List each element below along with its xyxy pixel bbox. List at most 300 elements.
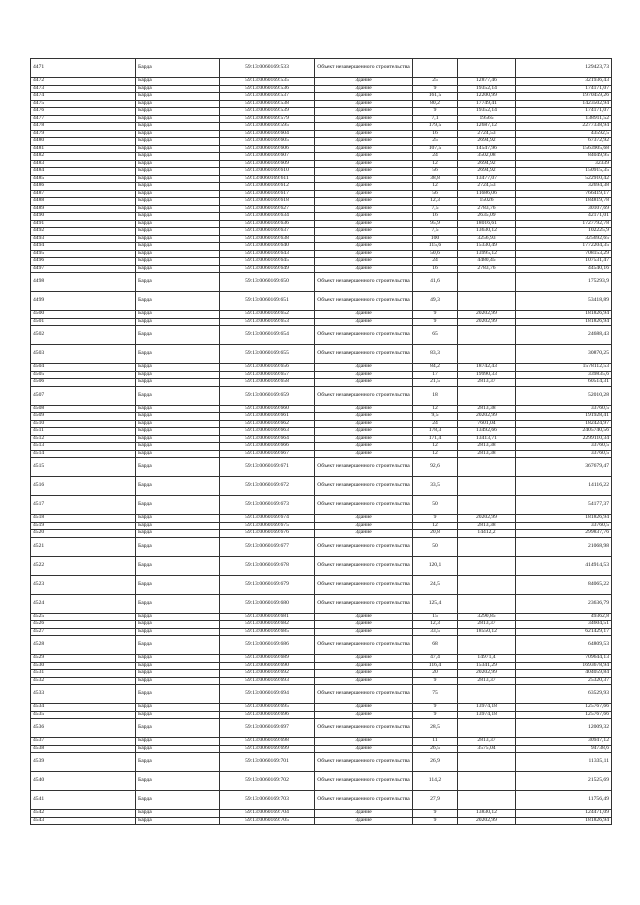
cadastral-number-cell: 59:13:0060169:696: [220, 711, 315, 719]
table-row: [31, 420, 612, 428]
object-type-cell: Здание: [315, 123, 413, 131]
cadastral-number-cell: 59:13:0060169:689: [220, 655, 315, 663]
table-row: [31, 772, 612, 791]
row-number-cell: 4475: [31, 100, 136, 108]
cadastral-value-cell: 181826,94: [516, 817, 612, 825]
cadastral-value-per-unit-cell: 14412,2: [458, 530, 516, 538]
area-cell: 17: [413, 371, 458, 379]
table-row: [31, 628, 612, 636]
object-type-cell: Здание: [315, 662, 413, 670]
locality-cell: Барда: [136, 220, 220, 228]
object-type-cell: Здание: [315, 145, 413, 153]
locality-cell: Барда: [136, 704, 220, 712]
cadastral-number-cell: 59:13:0060169:705: [220, 817, 315, 825]
cadastral-value-per-unit-cell: 12687,12: [458, 123, 516, 131]
locality-cell: Барда: [136, 190, 220, 198]
cadastral-value-cell: 1578112,53: [516, 364, 612, 372]
cadastral-value-cell: 150915,35: [516, 168, 612, 176]
area-cell: 115,6: [413, 243, 458, 251]
cadastral-value-per-unit-cell: 18742,43: [458, 364, 516, 372]
table-row: [31, 704, 612, 712]
table-row: [31, 220, 612, 228]
cadastral-value-per-unit-cell: [458, 753, 516, 772]
object-type-cell: Здание: [315, 168, 413, 176]
cadastral-number-cell: 59:13:0060169:673: [220, 496, 315, 515]
cadastral-value-per-unit-cell: [458, 556, 516, 575]
table-row: [31, 85, 612, 93]
object-type-cell: Здание: [315, 613, 413, 621]
cadastral-value-per-unit-cell: [458, 575, 516, 594]
cadastral-value-cell: 32339: [516, 160, 612, 168]
table-row: [31, 685, 612, 704]
cadastral-value-per-unit-cell: 2635,09: [458, 213, 516, 221]
row-number-cell: 4517: [31, 496, 136, 515]
object-type-cell: Здание: [315, 198, 413, 206]
locality-cell: Барда: [136, 183, 220, 191]
cadastral-value-per-unit-cell: 13492,66: [458, 428, 516, 436]
table-row: [31, 515, 612, 523]
cadastral-value-cell: 184819,78: [516, 198, 612, 206]
cadastral-value-per-unit-cell: [458, 719, 516, 738]
cadastral-number-cell: 59:13:0060169:535: [220, 78, 315, 86]
row-number-cell: 4488: [31, 198, 136, 206]
row-number-cell: 4542: [31, 810, 136, 818]
object-type-cell: Здание: [315, 379, 413, 387]
table-row: [31, 123, 612, 131]
cadastral-number-cell: 59:13:0060169:701: [220, 753, 315, 772]
object-type-cell: Здание: [315, 250, 413, 258]
object-type-cell: Здание: [315, 235, 413, 243]
cadastral-value-cell: 30107,69: [516, 205, 612, 213]
object-type-cell: Здание: [315, 205, 413, 213]
cadastral-value-cell: 325692,65: [516, 235, 612, 243]
row-number-cell: 4491: [31, 220, 136, 228]
area-cell: 15: [413, 613, 458, 621]
cadastral-value-cell: 43592,5: [516, 130, 612, 138]
cadastral-value-per-unit-cell: 2694,92: [458, 138, 516, 146]
table-row: [31, 345, 612, 364]
cadastral-value-per-unit-cell: 13477,07: [458, 175, 516, 183]
cadastral-number-cell: 59:13:0060169:678: [220, 556, 315, 575]
table-row: [31, 235, 612, 243]
locality-cell: Барда: [136, 670, 220, 678]
area-cell: 24,5: [413, 575, 458, 594]
table-row: [31, 311, 612, 319]
cadastral-value-per-unit-cell: [458, 636, 516, 655]
row-number-cell: 4476: [31, 108, 136, 116]
table-row: [31, 198, 612, 206]
locality-cell: Барда: [136, 420, 220, 428]
cadastral-number-cell: 59:13:0060169:698: [220, 738, 315, 746]
area-cell: 47,4: [413, 655, 458, 663]
locality-cell: Барда: [136, 719, 220, 738]
row-number-cell: 4505: [31, 371, 136, 379]
cadastral-number-cell: 59:13:0060169:618: [220, 198, 315, 206]
locality-cell: Барда: [136, 108, 220, 116]
cadastral-number-cell: 59:13:0060169:686: [220, 636, 315, 655]
cadastral-value-cell: 84049,95: [516, 153, 612, 161]
cadastral-number-cell: 59:13:0060169:671: [220, 458, 315, 477]
locality-cell: Барда: [136, 496, 220, 515]
cadastral-number-cell: 59:13:0060169:533: [220, 59, 315, 78]
cadastral-value-cell: 182424,97: [516, 420, 612, 428]
area-cell: 25: [413, 78, 458, 86]
row-number-cell: 4500: [31, 311, 136, 319]
cadastral-value-per-unit-cell: 2813,38: [458, 405, 516, 413]
cadastral-number-cell: 59:13:0060169:645: [220, 258, 315, 266]
table-row: [31, 292, 612, 311]
cadastral-value-per-unit-cell: 20202,99: [458, 413, 516, 421]
area-cell: 12: [413, 443, 458, 451]
locality-cell: Барда: [136, 292, 220, 311]
cadastral-value-cell: 191928,41: [516, 413, 612, 421]
table-row: [31, 183, 612, 191]
cadastral-value-per-unit-cell: [458, 496, 516, 515]
table-row: [31, 160, 612, 168]
area-cell: 12: [413, 450, 458, 458]
locality-cell: Барда: [136, 379, 220, 387]
object-type-cell: Здание: [315, 435, 413, 443]
cadastral-value-cell: 1970459,26: [516, 93, 612, 101]
object-type-cell: Здание: [315, 522, 413, 530]
cadastral-number-cell: 59:13:0060169:611: [220, 175, 315, 183]
cadastral-value-per-unit-cell: [458, 326, 516, 345]
cadastral-number-cell: 59:13:0060169:637: [220, 228, 315, 236]
object-type-cell: Объект незавершенного строительства: [315, 292, 413, 311]
cadastral-number-cell: 59:13:0060169:636: [220, 220, 315, 228]
object-type-cell: Здание: [315, 413, 413, 421]
cadastral-number-cell: 59:13:0060169:539: [220, 108, 315, 116]
locality-cell: Барда: [136, 213, 220, 221]
locality-cell: Барда: [136, 100, 220, 108]
cadastral-value-cell: 11335,11: [516, 753, 612, 772]
object-type-cell: Здание: [315, 265, 413, 273]
object-type-cell: Здание: [315, 130, 413, 138]
object-type-cell: Объект незавершенного строительства: [315, 556, 413, 575]
area-cell: 100: [413, 235, 458, 243]
cadastral-number-cell: 59:13:0060169:538: [220, 100, 315, 108]
cadastral-value-per-unit-cell: 2724,53: [458, 130, 516, 138]
locality-cell: Барда: [136, 522, 220, 530]
locality-cell: Барда: [136, 235, 220, 243]
object-type-cell: Здание: [315, 220, 413, 228]
cadastral-value-per-unit-cell: 2813,37: [458, 621, 516, 629]
locality-cell: Барда: [136, 311, 220, 319]
object-type-cell: Объект незавершенного строительства: [315, 537, 413, 556]
cadastral-value-cell: 367679,47: [516, 458, 612, 477]
row-number-cell: 4524: [31, 594, 136, 613]
locality-cell: Барда: [136, 413, 220, 421]
cadastral-number-cell: 59:13:0060169:627: [220, 205, 315, 213]
row-number-cell: 4477: [31, 115, 136, 123]
cadastral-value-per-unit-cell: 20202,99: [458, 670, 516, 678]
cadastral-number-cell: 59:13:0060169:654: [220, 326, 315, 345]
cadastral-number-cell: 59:13:0060169:607: [220, 153, 315, 161]
cadastral-value-cell: 1727792,78: [516, 220, 612, 228]
object-type-cell: Здание: [315, 711, 413, 719]
cadastral-value-per-unit-cell: 2724,53: [458, 183, 516, 191]
cadastral-value-cell: 102225,9: [516, 228, 612, 236]
locality-cell: Барда: [136, 326, 220, 345]
area-cell: 18: [413, 386, 458, 405]
area-cell: 12: [413, 160, 458, 168]
cadastral-value-cell: 1693678,94: [516, 662, 612, 670]
locality-cell: Барда: [136, 711, 220, 719]
cadastral-value-cell: 709644,13: [516, 655, 612, 663]
locality-cell: Барда: [136, 364, 220, 372]
cadastral-value-cell: 14116,22: [516, 477, 612, 496]
cadastral-number-cell: 59:13:0060169:595: [220, 123, 315, 131]
locality-cell: Барда: [136, 175, 220, 183]
table-row: [31, 575, 612, 594]
row-number-cell: 4540: [31, 772, 136, 791]
row-number-cell: 4526: [31, 621, 136, 629]
cadastral-value-per-unit-cell: 14971,4: [458, 655, 516, 663]
area-cell: 84,2: [413, 364, 458, 372]
locality-cell: Барда: [136, 753, 220, 772]
table-row: [31, 243, 612, 251]
object-type-cell: Объект незавершенного строительства: [315, 685, 413, 704]
table-row: [31, 168, 612, 176]
locality-cell: Барда: [136, 123, 220, 131]
cadastral-value-cell: 30870,25: [516, 345, 612, 364]
locality-cell: Барда: [136, 477, 220, 496]
locality-cell: Барда: [136, 405, 220, 413]
table-row: [31, 318, 612, 326]
table-row: [31, 496, 612, 515]
area-cell: 9: [413, 311, 458, 319]
object-type-cell: Здание: [315, 405, 413, 413]
cadastral-number-cell: 59:13:0060169:677: [220, 537, 315, 556]
area-cell: 56: [413, 168, 458, 176]
object-type-cell: Здание: [315, 183, 413, 191]
row-number-cell: 4527: [31, 628, 136, 636]
cadastral-number-cell: 59:13:0060169:674: [220, 515, 315, 523]
locality-cell: Барда: [136, 745, 220, 753]
locality-cell: Барда: [136, 458, 220, 477]
table-row: [31, 719, 612, 738]
cadastral-number-cell: 59:13:0060169:649: [220, 265, 315, 273]
cadastral-value-cell: 67372,92: [516, 138, 612, 146]
table-row: [31, 745, 612, 753]
locality-cell: Барда: [136, 621, 220, 629]
row-number-cell: 4489: [31, 205, 136, 213]
locality-cell: Барда: [136, 85, 220, 93]
row-number-cell: 4492: [31, 228, 136, 236]
row-number-cell: 4541: [31, 791, 136, 810]
table-row: [31, 213, 612, 221]
area-cell: 12,3: [413, 198, 458, 206]
cadastral-value-per-unit-cell: 2813,38: [458, 522, 516, 530]
row-number-cell: 4487: [31, 190, 136, 198]
locality-cell: Барда: [136, 160, 220, 168]
locality-cell: Барда: [136, 228, 220, 236]
object-type-cell: Здание: [315, 817, 413, 825]
object-type-cell: Здание: [315, 443, 413, 451]
row-number-cell: 4501: [31, 318, 136, 326]
area-cell: 50: [413, 537, 458, 556]
area-cell: 25: [413, 138, 458, 146]
cadastral-value-cell: 766419,17: [516, 190, 612, 198]
row-number-cell: 4518: [31, 515, 136, 523]
row-number-cell: 4496: [31, 258, 136, 266]
cadastral-number-cell: 59:13:0060169:659: [220, 386, 315, 405]
cadastral-value-per-unit-cell: 2813,37: [458, 677, 516, 685]
cadastral-number-cell: 59:13:0060169:606: [220, 145, 315, 153]
cadastral-number-cell: 59:13:0060169:579: [220, 115, 315, 123]
cadastral-value-cell: 708153,29: [516, 250, 612, 258]
cadastral-value-per-unit-cell: 2813,37: [458, 738, 516, 746]
cadastral-value-per-unit-cell: 13974,18: [458, 704, 516, 712]
locality-cell: Барда: [136, 537, 220, 556]
cadastral-value-per-unit-cell: [458, 685, 516, 704]
table-row: [31, 405, 612, 413]
cadastral-value-cell: 175293,9: [516, 273, 612, 292]
cadastral-number-cell: 59:13:0060169:697: [220, 719, 315, 738]
cadastral-value-per-unit-cell: 13830,12: [458, 810, 516, 818]
area-cell: 20,8: [413, 530, 458, 538]
object-type-cell: Здание: [315, 420, 413, 428]
row-number-cell: 4484: [31, 168, 136, 176]
cadastral-value-per-unit-cell: 13974,18: [458, 711, 516, 719]
row-number-cell: 4523: [31, 575, 136, 594]
row-number-cell: 4502: [31, 326, 136, 345]
locality-cell: Барда: [136, 145, 220, 153]
cadastral-value-cell: 53418,89: [516, 292, 612, 311]
cadastral-value-cell: 63529,93: [516, 685, 612, 704]
locality-cell: Барда: [136, 435, 220, 443]
table-row: [31, 753, 612, 772]
row-number-cell: 4519: [31, 522, 136, 530]
cadastral-value-cell: 124471,09: [516, 810, 612, 818]
cadastral-number-cell: 59:13:0060169:612: [220, 183, 315, 191]
locality-cell: Барда: [136, 677, 220, 685]
row-number-cell: 4515: [31, 458, 136, 477]
area-cell: 7,5: [413, 228, 458, 236]
object-type-cell: Объект незавершенного строительства: [315, 496, 413, 515]
cadastral-number-cell: 59:13:0060169:679: [220, 575, 315, 594]
table-row: [31, 662, 612, 670]
cadastral-number-cell: 59:13:0060169:652: [220, 311, 315, 319]
table-row: [31, 205, 612, 213]
cadastral-value-cell: 522910,42: [516, 175, 612, 183]
cadastral-value-cell: 25320,37: [516, 677, 612, 685]
locality-cell: Барда: [136, 345, 220, 364]
object-type-cell: Здание: [315, 810, 413, 818]
cadastral-value-per-unit-cell: 2783,76: [458, 205, 516, 213]
area-cell: 80,2: [413, 100, 458, 108]
object-type-cell: Здание: [315, 318, 413, 326]
row-number-cell: 4543: [31, 817, 136, 825]
cadastral-value-per-unit-cell: [458, 537, 516, 556]
cadastral-value-per-unit-cell: 2813,38: [458, 443, 516, 451]
row-number-cell: 4472: [31, 78, 136, 86]
area-cell: 161,5: [413, 93, 458, 101]
cadastral-number-cell: 59:13:0060169:640: [220, 243, 315, 251]
cadastral-value-per-unit-cell: 4480,45: [458, 258, 516, 266]
cadastral-value-cell: 299837,76: [516, 530, 612, 538]
cadastral-value-cell: 33760,5: [516, 522, 612, 530]
table-row: [31, 326, 612, 345]
area-cell: 24: [413, 258, 458, 266]
table-row: [31, 228, 612, 236]
cadastral-number-cell: 59:13:0060169:667: [220, 450, 315, 458]
locality-cell: Барда: [136, 810, 220, 818]
cadastral-number-cell: 59:13:0060169:682: [220, 621, 315, 629]
cadastral-value-per-unit-cell: 2813,37: [458, 379, 516, 387]
row-number-cell: 4521: [31, 537, 136, 556]
row-number-cell: 4474: [31, 93, 136, 101]
cadastral-value-per-unit-cell: 14547,96: [458, 145, 516, 153]
cadastral-value-per-unit-cell: 3575,04: [458, 745, 516, 753]
cadastral-value-per-unit-cell: [458, 273, 516, 292]
cadastral-value-per-unit-cell: [458, 59, 516, 78]
table-row: [31, 138, 612, 146]
object-type-cell: Здание: [315, 258, 413, 266]
object-type-cell: Объект незавершенного строительства: [315, 59, 413, 78]
cadastral-number-cell: 59:13:0060169:634: [220, 213, 315, 221]
object-type-cell: Здание: [315, 228, 413, 236]
object-type-cell: Здание: [315, 450, 413, 458]
locality-cell: Барда: [136, 628, 220, 636]
object-type-cell: Здание: [315, 428, 413, 436]
cadastral-number-cell: 59:13:0060169:672: [220, 477, 315, 496]
area-cell: 65: [413, 326, 458, 345]
table-row: [31, 817, 612, 825]
cadastral-number-cell: 59:13:0060169:675: [220, 522, 315, 530]
cadastral-value-cell: 2299110,34: [516, 435, 612, 443]
area-cell: 26,5: [413, 745, 458, 753]
locality-cell: Барда: [136, 386, 220, 405]
cadastral-value-cell: 42171,01: [516, 213, 612, 221]
cadastral-number-cell: 59:13:0060169:695: [220, 704, 315, 712]
locality-cell: Барда: [136, 613, 220, 621]
table-row: [31, 190, 612, 198]
registry-table: [30, 58, 612, 825]
locality-cell: Барда: [136, 250, 220, 258]
cadastral-number-cell: 59:13:0060169:693: [220, 677, 315, 685]
cadastral-number-cell: 59:13:0060169:662: [220, 420, 315, 428]
table-row: [31, 711, 612, 719]
cadastral-value-cell: 84065,22: [516, 575, 612, 594]
table-row: [31, 371, 612, 379]
cadastral-value-per-unit-cell: 11686,06: [458, 190, 516, 198]
cadastral-number-cell: 59:13:0060169:658: [220, 379, 315, 387]
area-cell: 24: [413, 420, 458, 428]
cadastral-number-cell: 59:13:0060169:663: [220, 428, 315, 436]
cadastral-value-cell: 21525,69: [516, 772, 612, 791]
cadastral-value-cell: 33760,5: [516, 443, 612, 451]
object-type-cell: Здание: [315, 704, 413, 712]
cadastral-value-per-unit-cell: 2694,92: [458, 160, 516, 168]
object-type-cell: Объект незавершенного строительства: [315, 594, 413, 613]
cadastral-number-cell: 59:13:0060169:666: [220, 443, 315, 451]
area-cell: 9: [413, 810, 458, 818]
object-type-cell: Здание: [315, 371, 413, 379]
object-type-cell: Объект незавершенного строительства: [315, 273, 413, 292]
table-row: [31, 108, 612, 116]
table-row: [31, 522, 612, 530]
locality-cell: Барда: [136, 115, 220, 123]
area-cell: 9: [413, 677, 458, 685]
cadastral-number-cell: 59:13:0060169:680: [220, 594, 315, 613]
table-body: [31, 59, 612, 825]
row-number-cell: 4499: [31, 292, 136, 311]
cadastral-value-per-unit-cell: 12200,99: [458, 93, 516, 101]
cadastral-value-cell: 2277338,94: [516, 123, 612, 131]
table-row: [31, 655, 612, 663]
cadastral-value-cell: 32694,38: [516, 183, 612, 191]
